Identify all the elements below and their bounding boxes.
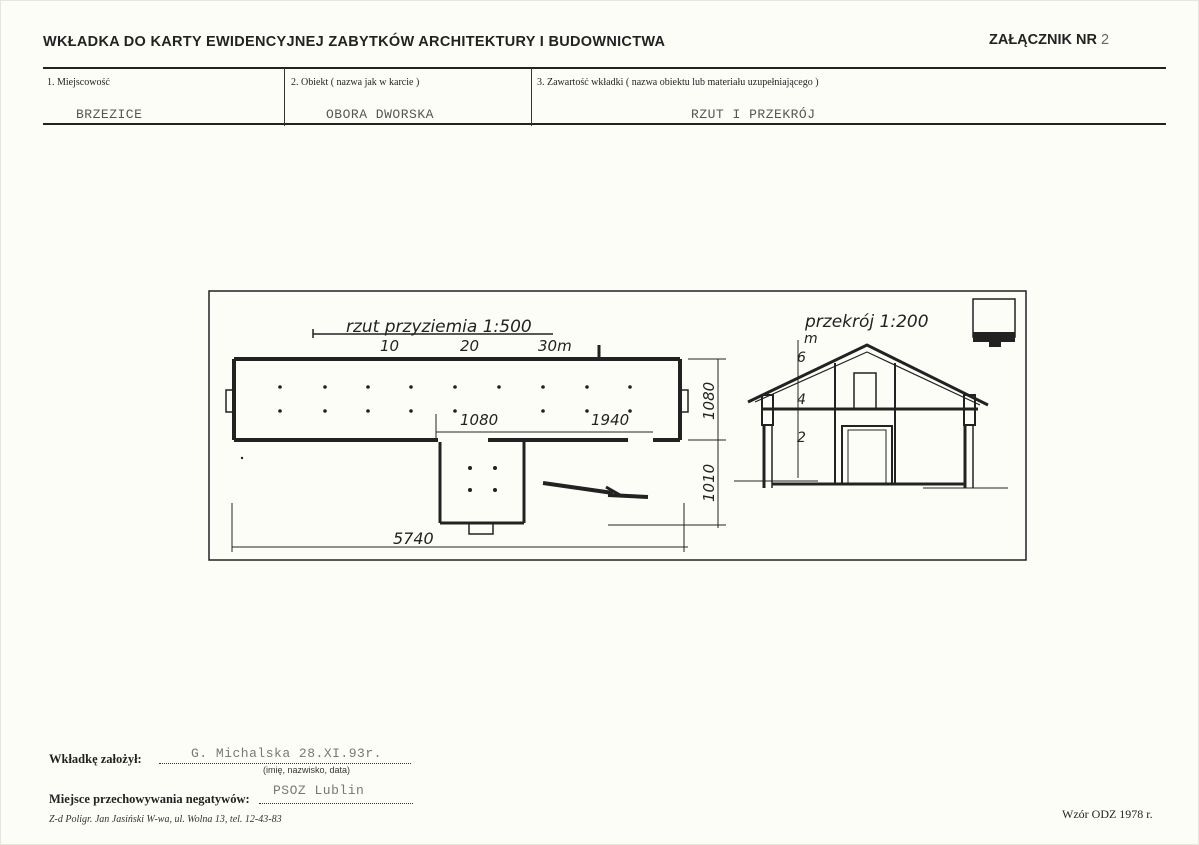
section-mark-4: 4: [797, 392, 806, 408]
created-by-label: Wkładkę założył:: [49, 752, 142, 766]
scale-label-30m: 30m: [538, 337, 572, 355]
architectural-drawing: [208, 290, 1027, 561]
locality-label: 1. Miejscowość: [47, 77, 110, 88]
annex-label-text: ZAŁĄCZNIK NR: [989, 32, 1097, 48]
field-divider-2: [531, 68, 532, 126]
negatives-value: PSOZ Lublin: [273, 783, 365, 798]
created-by-dotted-line: [159, 763, 411, 764]
created-by-value: G. Michalska 28.XI.93r.: [191, 746, 382, 761]
form-identifier: Wzór ODZ 1978 r.: [1062, 807, 1153, 821]
scale-label-20: 20: [460, 337, 480, 355]
dim-5740: 5740: [393, 529, 434, 548]
cross-section: [734, 340, 1008, 488]
dim-1940: 1940: [591, 411, 630, 429]
section-title: przekrój 1:200: [805, 312, 929, 332]
dim-1010: 1010: [700, 463, 718, 502]
content-value: RZUT I PRZEKRÓJ: [691, 107, 816, 122]
scale-label-10: 10: [380, 337, 400, 355]
printer-imprint: Z-d Poligr. Jan Jasiński W-wa, ul. Wolna 13, tel. 12-43-83: [49, 814, 282, 825]
content-label: 3. Zawartość wkładki ( nazwa obiektu lub materiału uzupełniającego ): [537, 77, 819, 88]
header-top-rule: [43, 67, 1166, 69]
floor-plan: [226, 345, 688, 534]
dim-1080-v: 1080: [700, 381, 718, 420]
negatives-label: Miejsce przechowywania negatywów:: [49, 792, 250, 806]
north-symbol: [973, 299, 1015, 347]
section-mark-6: 6: [797, 350, 806, 366]
negatives-dotted-line: [259, 803, 413, 804]
annex-number: 2: [1100, 32, 1110, 48]
locality-value: BRZEZICE: [76, 107, 143, 122]
field-divider-1: [284, 68, 285, 126]
plan-title: rzut przyziemia 1:500: [346, 317, 532, 337]
card-title: WKŁADKA DO KARTY EWIDENCYJNEJ ZABYTKÓW ARCHITEKTURY I BUDOWNICTWA: [43, 34, 666, 50]
section-mark-2: 2: [797, 430, 806, 446]
object-label: 2. Obiekt ( nazwa jak w karcie ): [291, 77, 420, 88]
created-by-hint: (imię, nazwisko, data): [263, 765, 351, 775]
section-unit: m: [804, 331, 818, 347]
dim-1080-h: 1080: [460, 411, 499, 429]
header-bottom-rule: [43, 123, 1166, 125]
annex-label: [989, 32, 1109, 48]
object-value: OBORA DWORSKA: [326, 107, 434, 122]
